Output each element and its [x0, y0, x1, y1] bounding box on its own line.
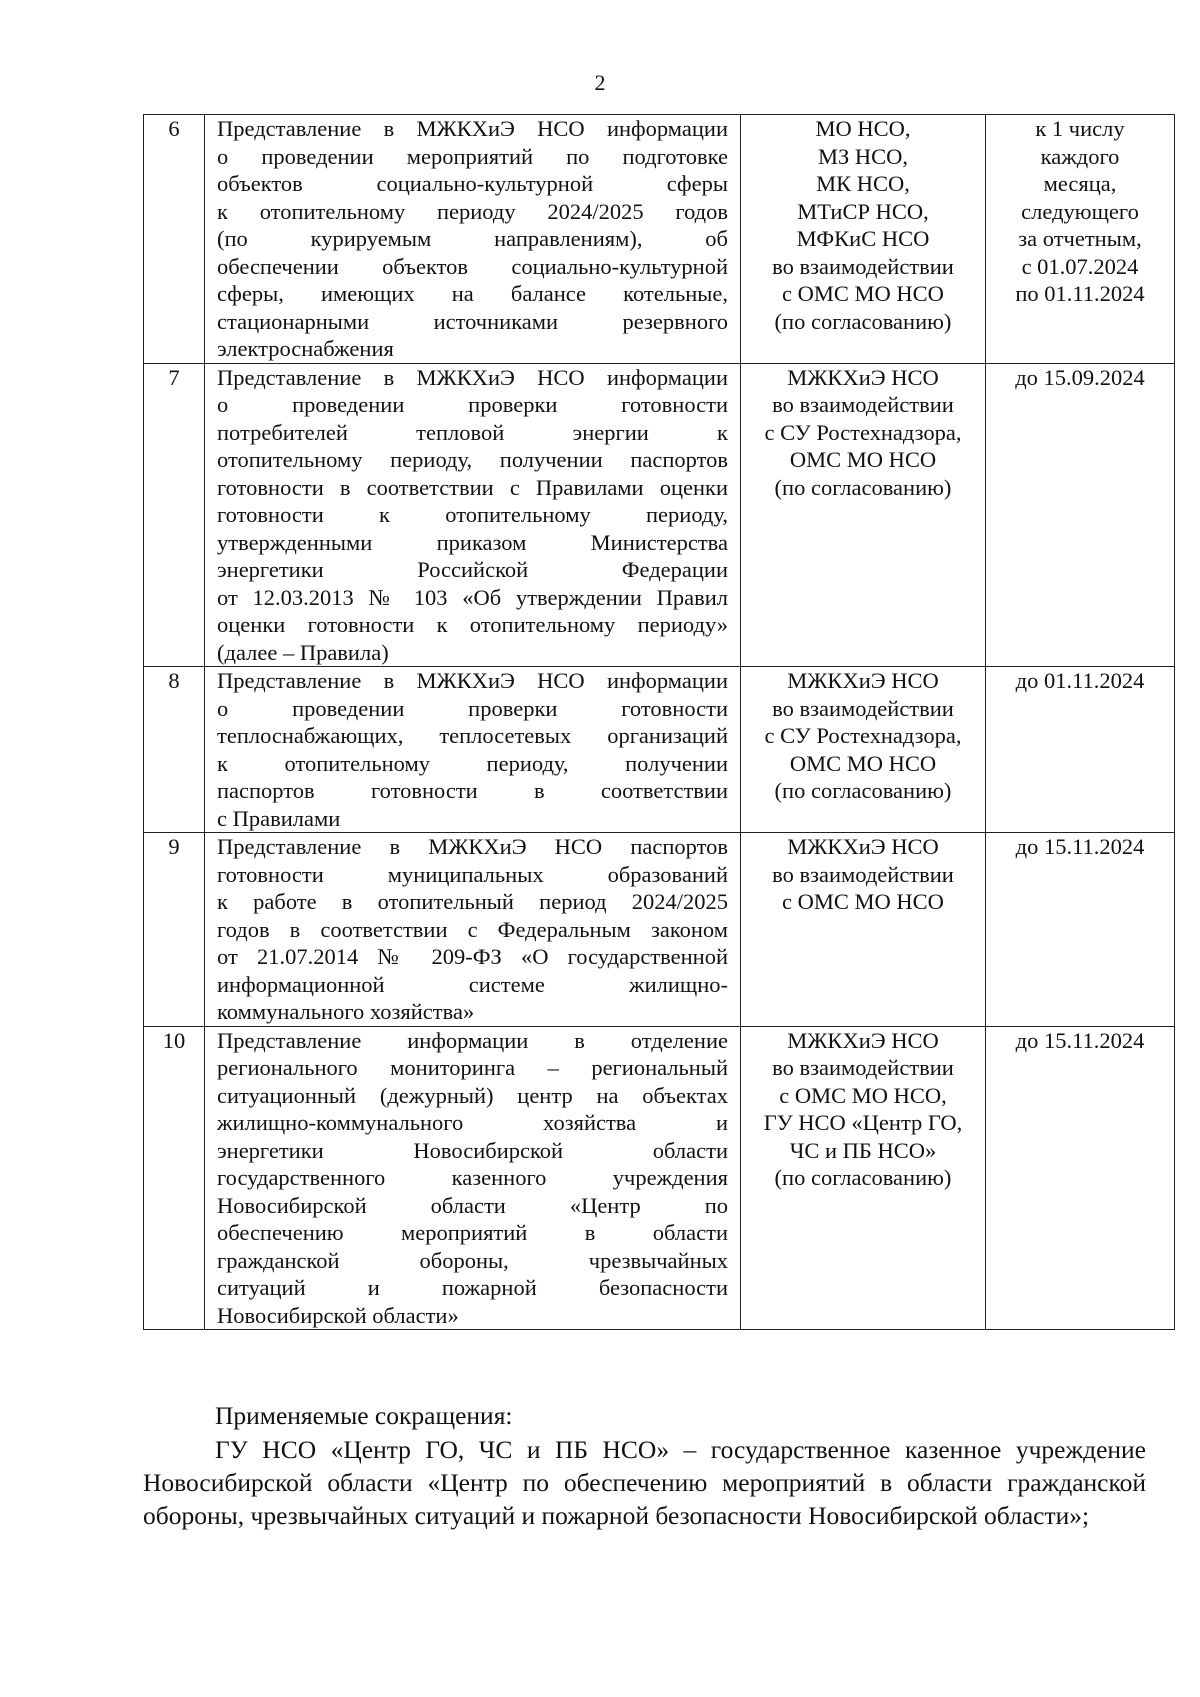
description-line: к отопительному периоду, получении [217, 750, 728, 776]
table-body [144, 115, 1175, 1330]
deadline-line: по 01.11.2024 [1015, 281, 1145, 306]
description-line: государственного казенного учреждения [217, 1165, 728, 1190]
description-line: теплоснабжающих, теплосетевых организаций [217, 723, 728, 748]
description-line: Представление информации в отделение [217, 1027, 728, 1053]
description-line: электроснабжения [217, 336, 394, 361]
responsible-executor [741, 115, 986, 364]
executor-line: во взаимодействии [772, 1055, 954, 1080]
deadline-line: до 15.09.2024 [1015, 364, 1145, 390]
description-line: от 12.03.2013 № 103 «Об утверждении Правил [217, 584, 728, 610]
executor-line: с СУ Ростехнадзора, [764, 419, 962, 445]
responsible-executor [741, 1026, 986, 1330]
measure-description [205, 363, 741, 667]
executor-line: МЖКХиЭ НСО [787, 668, 939, 693]
executor-line: МЖКХиЭ НСО [787, 364, 939, 390]
row-number: 7 [144, 363, 205, 667]
executor-line: МФКиС НСО [796, 226, 930, 251]
abbreviations-heading: Применяемые сокращения: [215, 1401, 513, 1430]
description-line: отопительному периоду, получении паспортов [217, 447, 728, 472]
description-line: с Правилами [217, 805, 341, 831]
executor-line: с ОМС МО НСО [782, 889, 944, 914]
deadline-line: до 15.11.2024 [1015, 1027, 1145, 1053]
description-line: обеспечении объектов социально-культурной [217, 253, 728, 279]
description-line: годов в соответствии с Федеральным законом [217, 916, 728, 942]
executor-line: ОМС МО НСО [789, 447, 937, 472]
description-line: энергетики Российской Федерации [217, 557, 728, 582]
deadline [986, 363, 1175, 667]
executor-line: во взаимодействии [772, 695, 954, 721]
description-line: Представление в МЖКХиЭ НСО информации [217, 668, 728, 693]
deadline-line: каждого [1040, 143, 1120, 169]
deadline-line: с 01.07.2024 [1021, 253, 1139, 279]
description-line: ситуационный (дежурный) центр на объектах [217, 1082, 728, 1108]
deadline [986, 1026, 1175, 1330]
executor-line: с СУ Ростехнадзора, [764, 723, 962, 748]
description-line: (далее – Правила) [217, 639, 389, 665]
description-line: коммунального хозяйства» [217, 999, 475, 1024]
responsible-executor [741, 363, 986, 667]
deadline-line: за отчетным, [1018, 226, 1142, 251]
description-line: от 21.07.2014 № 209-ФЗ «О государственной [217, 944, 728, 969]
executor-line: во взаимодействии [772, 253, 954, 279]
description-line: энергетики Новосибирской области [217, 1137, 728, 1163]
description-line: объектов социально-культурной сферы [217, 171, 728, 196]
description-line: паспортов готовности в соответствии [217, 778, 728, 803]
table-row [144, 115, 1175, 364]
table-row [144, 1026, 1175, 1330]
description-line: стационарными источниками резервного [217, 308, 728, 334]
deadline [986, 115, 1175, 364]
description-line: Представление в МЖКХиЭ НСО паспортов [217, 834, 728, 859]
executor-line: МТиСР НСО, [797, 198, 929, 224]
measure-description [205, 115, 741, 364]
deadline-line: до 01.11.2024 [1015, 668, 1145, 693]
description-line: Новосибирской области» [217, 1302, 459, 1328]
deadline-line: до 15.11.2024 [1015, 834, 1145, 859]
table-row [144, 667, 1175, 833]
executor-line: МЖКХиЭ НСО [787, 834, 939, 859]
description-line: к отопительному периоду 2024/2025 годов [217, 198, 728, 224]
description-line: Представление в МЖКХиЭ НСО информации [217, 364, 728, 390]
executor-line: МО НСО, [815, 116, 911, 141]
description-line: информационной системе жилищно- [217, 971, 728, 997]
deadline [986, 833, 1175, 1027]
measure-description [205, 667, 741, 833]
deadline-line: следующего [1021, 198, 1139, 224]
executor-line: ЧС и ПБ НСО» [789, 1137, 937, 1163]
table-row [144, 833, 1175, 1027]
description-line: готовности к отопительному периоду, [217, 502, 728, 527]
description-line: готовности в соответствии с Правилами оценки [217, 474, 728, 500]
executor-line: ГУ НСО «Центр ГО, [763, 1110, 963, 1135]
description-line: о проведении мероприятий по подготовке [217, 143, 728, 169]
executor-line: ОМС МО НСО [789, 750, 937, 776]
measure-description [205, 833, 741, 1027]
description-line: Новосибирской области «Центр по [217, 1192, 728, 1218]
responsible-executor [741, 833, 986, 1027]
description-line: о проведении проверки готовности [217, 392, 728, 417]
description-line: сферы, имеющих на балансе котельные, [217, 281, 728, 306]
description-line: ситуаций и пожарной безопасности [217, 1275, 728, 1300]
executor-line: МЗ НСО, [817, 143, 909, 169]
description-line: готовности муниципальных образований [217, 861, 728, 887]
executor-line: с ОМС МО НСО, [779, 1082, 947, 1108]
executor-line: МЖКХиЭ НСО [787, 1027, 939, 1053]
description-line: обеспечению мероприятий в области [217, 1220, 728, 1245]
executor-line: МК НСО, [816, 171, 910, 196]
description-line: жилищно-коммунального хозяйства и [217, 1110, 728, 1135]
deadline [986, 667, 1175, 833]
table-row [144, 363, 1175, 667]
description-line: гражданской обороны, чрезвычайных [217, 1247, 728, 1273]
executor-line: (по согласованию) [774, 474, 952, 500]
description-line: к работе в отопительный период 2024/2025 [217, 889, 728, 914]
row-number: 8 [144, 667, 205, 833]
description-line: регионального мониторинга – региональный [217, 1055, 728, 1080]
description-line: оценки готовности к отопительному периоду» [217, 612, 728, 637]
description-line: Представление в МЖКХиЭ НСО информации [217, 116, 728, 141]
page-number: 2 [594, 70, 606, 95]
description-line: о проведении проверки готовности [217, 695, 728, 721]
executor-line: (по согласованию) [774, 308, 952, 334]
executor-line: во взаимодействии [772, 861, 954, 887]
description-line: потребителей тепловой энергии к [217, 419, 728, 445]
executor-line: во взаимодействии [772, 392, 954, 417]
row-number: 6 [144, 115, 205, 364]
row-number: 10 [144, 1026, 205, 1330]
measure-description [205, 1026, 741, 1330]
abbreviations-text: ГУ НСО «Центр ГО, ЧС и ПБ НСО» – государственное казенное учреждение Новосибирской области «Центр по обеспечению мероприятий в области гражданской обороны, чрезвычайных ситуаций и пожарной безопасности Новосибирской области»; [143, 1435, 1146, 1530]
executor-line: (по согласованию) [774, 1165, 952, 1190]
description-line: (по курируемым направлениям), об [217, 226, 728, 251]
row-number: 9 [144, 833, 205, 1027]
executor-line: (по согласованию) [774, 778, 952, 803]
measures-table [143, 114, 1175, 1330]
responsible-executor [741, 667, 986, 833]
deadline-line: месяца, [1043, 171, 1117, 196]
deadline-line: к 1 числу [1035, 116, 1125, 141]
executor-line: с ОМС МО НСО [782, 281, 944, 306]
description-line: утвержденными приказом Министерства [217, 529, 728, 555]
